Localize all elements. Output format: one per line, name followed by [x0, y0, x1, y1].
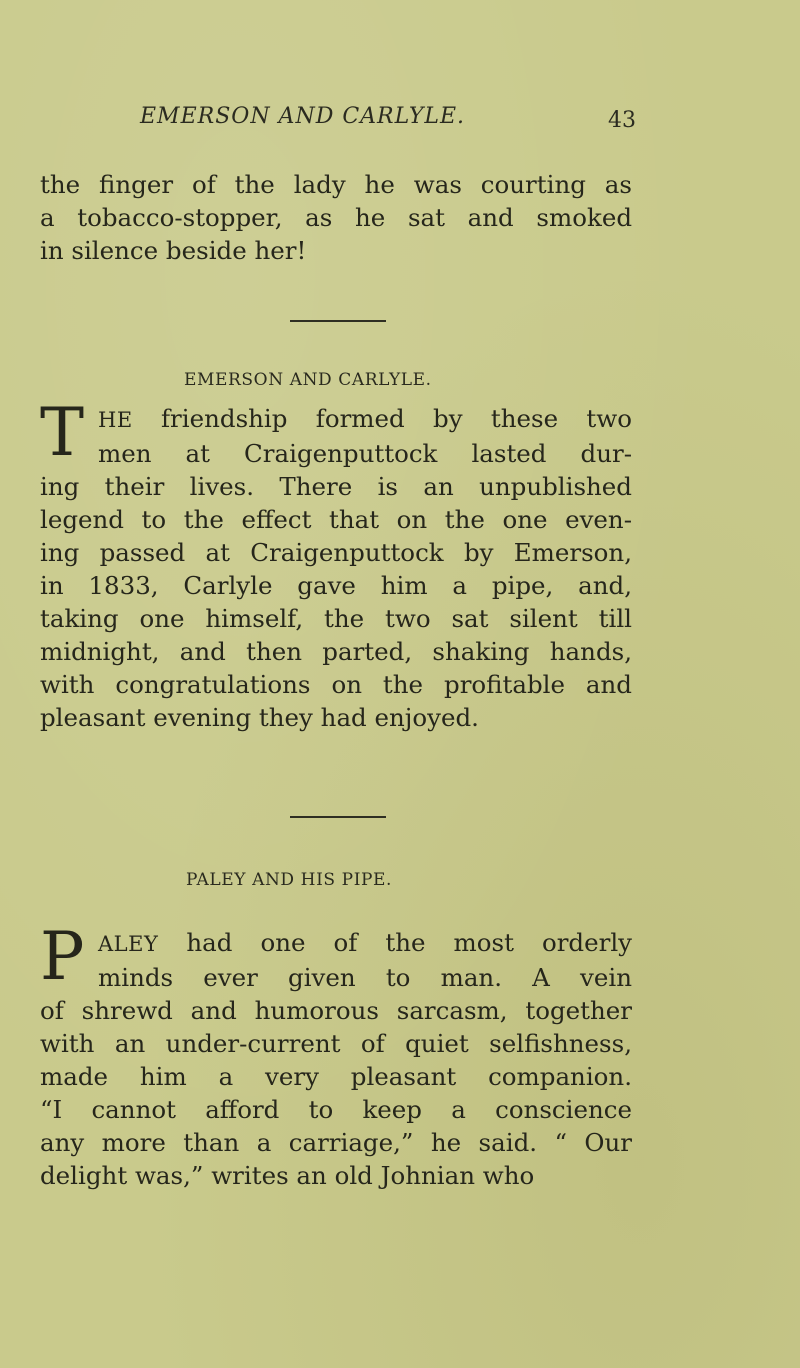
text-line: a tobacco-stopper, as he sat and smoked: [40, 203, 632, 232]
first-word-rest: HE: [98, 408, 133, 432]
text-line: taking one himself, the two sat silent till: [40, 604, 632, 633]
text-line: men at Craigenputtock lasted dur-: [98, 439, 632, 468]
text-line: with an under-current of quiet selfishness,: [40, 1029, 632, 1058]
text-line: legend to the effect that on the one even-: [40, 505, 632, 534]
running-header: [136, 104, 656, 136]
text-line: [98, 402, 632, 437]
running-title: EMERSON AND CARLYLE.: [140, 104, 466, 129]
line-text: friendship formed by these two: [132, 404, 632, 433]
section-paragraph: [40, 394, 632, 734]
text-line: delight was,” writes an old Johnian who: [40, 1161, 535, 1190]
section-paragraph: [40, 918, 632, 1192]
section-divider: [290, 816, 386, 818]
section-divider: [290, 320, 386, 322]
text-line: in 1833, Carlyle gave him a pipe, and,: [40, 571, 632, 600]
text-line: any more than a carriage,” he said. “ Our: [40, 1128, 632, 1157]
section-heading: PALEY AND HIS PIPE.: [186, 870, 393, 890]
text-line: minds ever given to man. A vein: [98, 963, 632, 992]
text-line: ing passed at Craigenputtock by Emerson,: [40, 538, 632, 567]
page-number: 43: [608, 108, 636, 133]
text-line: with congratulations on the profitable and: [40, 670, 632, 699]
text-line: of shrewd and humorous sarcasm, together: [40, 996, 632, 1025]
drop-cap: P: [40, 918, 85, 995]
text-line: made him a very pleasant companion.: [40, 1062, 632, 1091]
text-line: ing their lives. There is an unpublished: [40, 472, 632, 501]
opening-paragraph: [40, 168, 632, 267]
text-line: the finger of the lady he was courting as: [40, 170, 632, 199]
text-line: midnight, and then parted, shaking hands,: [40, 637, 632, 666]
line-text: had one of the most orderly: [158, 928, 632, 957]
text-line: “I cannot afford to keep a conscience: [40, 1095, 632, 1124]
drop-cap: T: [40, 394, 85, 471]
text-line: pleasant evening they had enjoyed.: [40, 703, 479, 732]
text-line: in silence beside her!: [40, 236, 307, 265]
section-heading: EMERSON AND CARLYLE.: [184, 370, 432, 390]
first-word-rest: ALEY: [98, 932, 159, 956]
text-line: [98, 926, 632, 961]
